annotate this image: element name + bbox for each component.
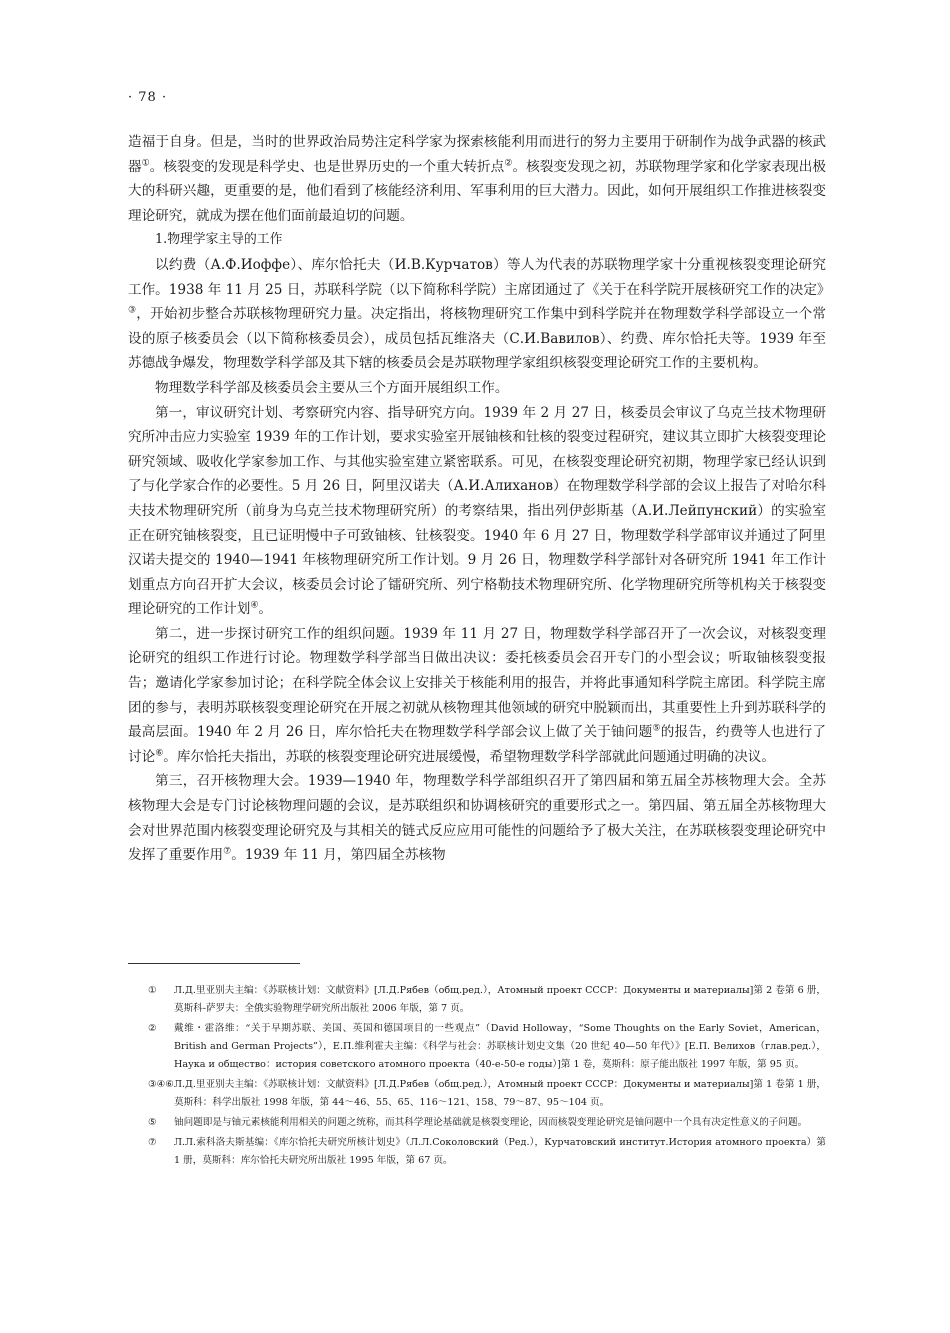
footnote-mark: ②	[148, 1023, 157, 1034]
text-segment: 第二，进一步探讨研究工作的组织问题。1939 年 11 月 27 日，物理数学科学部召开了一次会议，对核裂变理论研究的组织工作进行讨论。物理数学科学部当日做出决议：委托核委员会召开专门的小型会议；听取铀核裂变报告；邀请化学家参加讨论；在科学院全体会议上安排关于核能利用的报告，并将此事通知科学院主席团。科学院主席团的参与，表明苏联核裂变理论研究在开展之初就从核物理其他领域的研究中脱颖而出，其重要性上升到苏联科学的最高层面。1940 年 2 月 26 日，库尔恰托夫在物理数学科学部会议上做了关于铀问题	[128, 625, 826, 741]
footnote-text: Л.Д.里亚别夫主编：《苏联核计划：文献资料》[Л.Д.Рябев（общ.ред.），Атомный проект СССР：Документы и материалы]第 1 卷第 1 册，莫斯科：科学出版社 1998 年版，第 44～46、55、65、116～121、158、79～87、95～104 页。	[174, 1079, 826, 1108]
paragraph-third-aspect	[128, 769, 826, 867]
text-segment: 造福于自身。但是，当时的世界政治局势注定科学家为探索核能利用而进行的努力主要用于研制作为战争武器的核武器	[128, 134, 826, 175]
footnote-text: 铀问题即是与铀元素核能利用相关的问题之统称，而其科学理论基础就是核裂变理论，因而核裂变理论研究是铀问题中一个具有决定性意义的子问题。	[174, 1117, 808, 1128]
text-segment: 。核裂变发现之初，苏联物理学家和化学家表现出极大的科研兴趣，更重要的是，他们看到了核能经济利用、军事利用的巨大潜力。因此，如何开展组织工作推进核裂变理论研究，就成为摆在他们面前最迫切的问题。	[128, 158, 827, 224]
footnote-ref[interactable]: ③	[128, 305, 137, 316]
text-segment: 的报告，约费等人也进行了讨论	[128, 724, 826, 765]
footnote-text: Л.Д.里亚别夫主编：《苏联核计划：文献资料》[Л.Д.Рябев（общ.ред.），Атомный проект СССР：Документы и материалы]第 2 卷第 6 册，莫斯科-萨罗夫：全俄实验物理学研究所出版社 2006 年版，第 7 页。	[174, 985, 826, 1014]
footnote-text: 戴维・霍洛维：“关于早期苏联、美国、英国和德国项目的一些观点”（David Holloway，“Some Thoughts on the Early Soviet，American，British and German Projects”），Е.П.维利霍夫主编：《科学与社会：苏联核计划史文集（20 世纪 40—50 年代）》[Е.П. Велихов（глав.ред.），Наука и общество：история советского атомного проекта（40-е-50-е годы）]第 1 卷，莫斯科：原子能出版社 1997 年版，第 95 页。	[174, 1023, 826, 1070]
footnote	[128, 1134, 826, 1170]
footnote-text: Л.Л.索科洛夫斯基编：《库尔恰托夫研究所核计划史》（Л.Л.Соколовский（Ред.），Курчатовский институт.История атомного проекта）第 1 册，莫斯科：库尔恰托夫研究所出版社 1995 年版，第 67 页。	[174, 1137, 826, 1166]
paragraph-first-aspect	[128, 401, 826, 622]
footnotes	[128, 982, 826, 1172]
footnote-ref[interactable]: ④	[250, 600, 259, 611]
text-segment: 。1939 年 11 月，第四届全苏核物	[231, 847, 446, 864]
footnote	[128, 982, 826, 1018]
footnote-ref[interactable]: ⑤	[652, 723, 661, 734]
footnote-ref[interactable]: ②	[504, 158, 513, 169]
text-segment: 第一，审议研究计划、考察研究内容、指导研究方向。1939 年 2 月 27 日，核委员会审议了乌克兰技术物理研究所冲击应力实验室 1939 年的工作计划，要求实验室开展铀核和钍核的裂变过程研究，建议其立即扩大核裂变理论研究领域、吸收化学家参加工作、与其他实验室建立紧密联系。可见，在核裂变理论研究初期，物理学家已经认识到了与化学家合作的必要性。5 月 26 日，阿里汉诺夫（А.И.Алиханов）在物理数学科学部的会议上报告了对哈尔科夫技术物理研究所（前身为乌克兰技术物理研究所）的考察结果，指出列伊彭斯基（А.И.Лейпунский）的实验室正在研究铀核裂变，且已证明慢中子可致铀核、钍核裂变。1940 年 6 月 27 日，物理数学科学部审议并通过了阿里汉诺夫提交的 1940—1941 年核物理研究所工作计划。9 月 26 日，物理数学科学部针对各研究所 1941 年工作计划重点方向召开扩大会议，核委员会讨论了镭研究所、列宁格勒技术物理研究所、化学物理研究所等机构关于核裂变理论研究的工作计划	[128, 404, 826, 618]
text-segment: 以约费（А.Ф.Иоффе）、库尔恰托夫（И.В.Курчатов）等人为代表的苏联物理学家十分重视核裂变理论研究工作。1938 年 11 月 25 日，苏联科学院（以下简称科学院）主席团通过了《关于在科学院开展核研究工作的决定》	[128, 256, 831, 298]
text-segment: 第三，召开核物理大会。1939—1940 年，物理数学科学部组织召开了第四届和第五届全苏核物理大会。全苏核物理大会是专门讨论核物理问题的会议，是苏联组织和协调核研究的重要形式之一。第四届、第五届全苏核物理大会对世界范围内核裂变理论研究及与其相关的链式反应应用可能性的问题给予了极大关注，在苏联核裂变理论研究中发挥了重要作用	[128, 773, 826, 864]
footnote-mark: ③④⑥	[148, 1079, 174, 1090]
text-segment: 。核裂变的发现是科学史、也是世界历史的一个重大转折点	[149, 158, 505, 175]
page-number: · 78 ·	[128, 90, 168, 105]
paragraph-second-aspect	[128, 622, 826, 770]
text-segment: ，开始初步整合苏联核物理研究力量。决定指出，将核物理研究工作集中到科学院并在物理数学科学部设立一个常设的原子核委员会（以下简称核委员会），成员包括瓦维洛夫（С.И.Вавилов）、约费、库尔恰托夫等。1939 年至苏德战争爆发，物理数学科学部及其下辖的核委员会是苏联物理学家组织核裂变理论研究工作的主要机构。	[128, 306, 826, 372]
text-segment: 。库尔恰托夫指出，苏联的核裂变理论研究进展缓慢，希望物理数学科学部就此问题通过明确的决议。	[163, 748, 775, 765]
footnote-mark: ⑤	[148, 1117, 157, 1128]
footnote-ref[interactable]: ⑥	[155, 748, 164, 759]
paragraph-three-aspects: 物理数学科学部及核委员会主要从三个方面开展组织工作。	[155, 379, 509, 396]
footnote-divider	[128, 963, 300, 964]
body-text	[128, 130, 831, 868]
footnote-ref[interactable]: ①	[141, 158, 150, 169]
paragraph-intro	[128, 130, 826, 228]
paragraph-physicists	[128, 253, 831, 376]
footnote-mark: ⑦	[148, 1137, 157, 1148]
footnote-ref[interactable]: ⑦	[223, 846, 232, 857]
footnote	[128, 1020, 826, 1074]
text-segment: 。	[258, 601, 273, 618]
section-heading: 1.物理学家主导的工作	[155, 232, 283, 248]
footnote	[128, 1076, 826, 1112]
footnote-mark: ①	[148, 985, 157, 996]
footnote	[128, 1114, 826, 1132]
